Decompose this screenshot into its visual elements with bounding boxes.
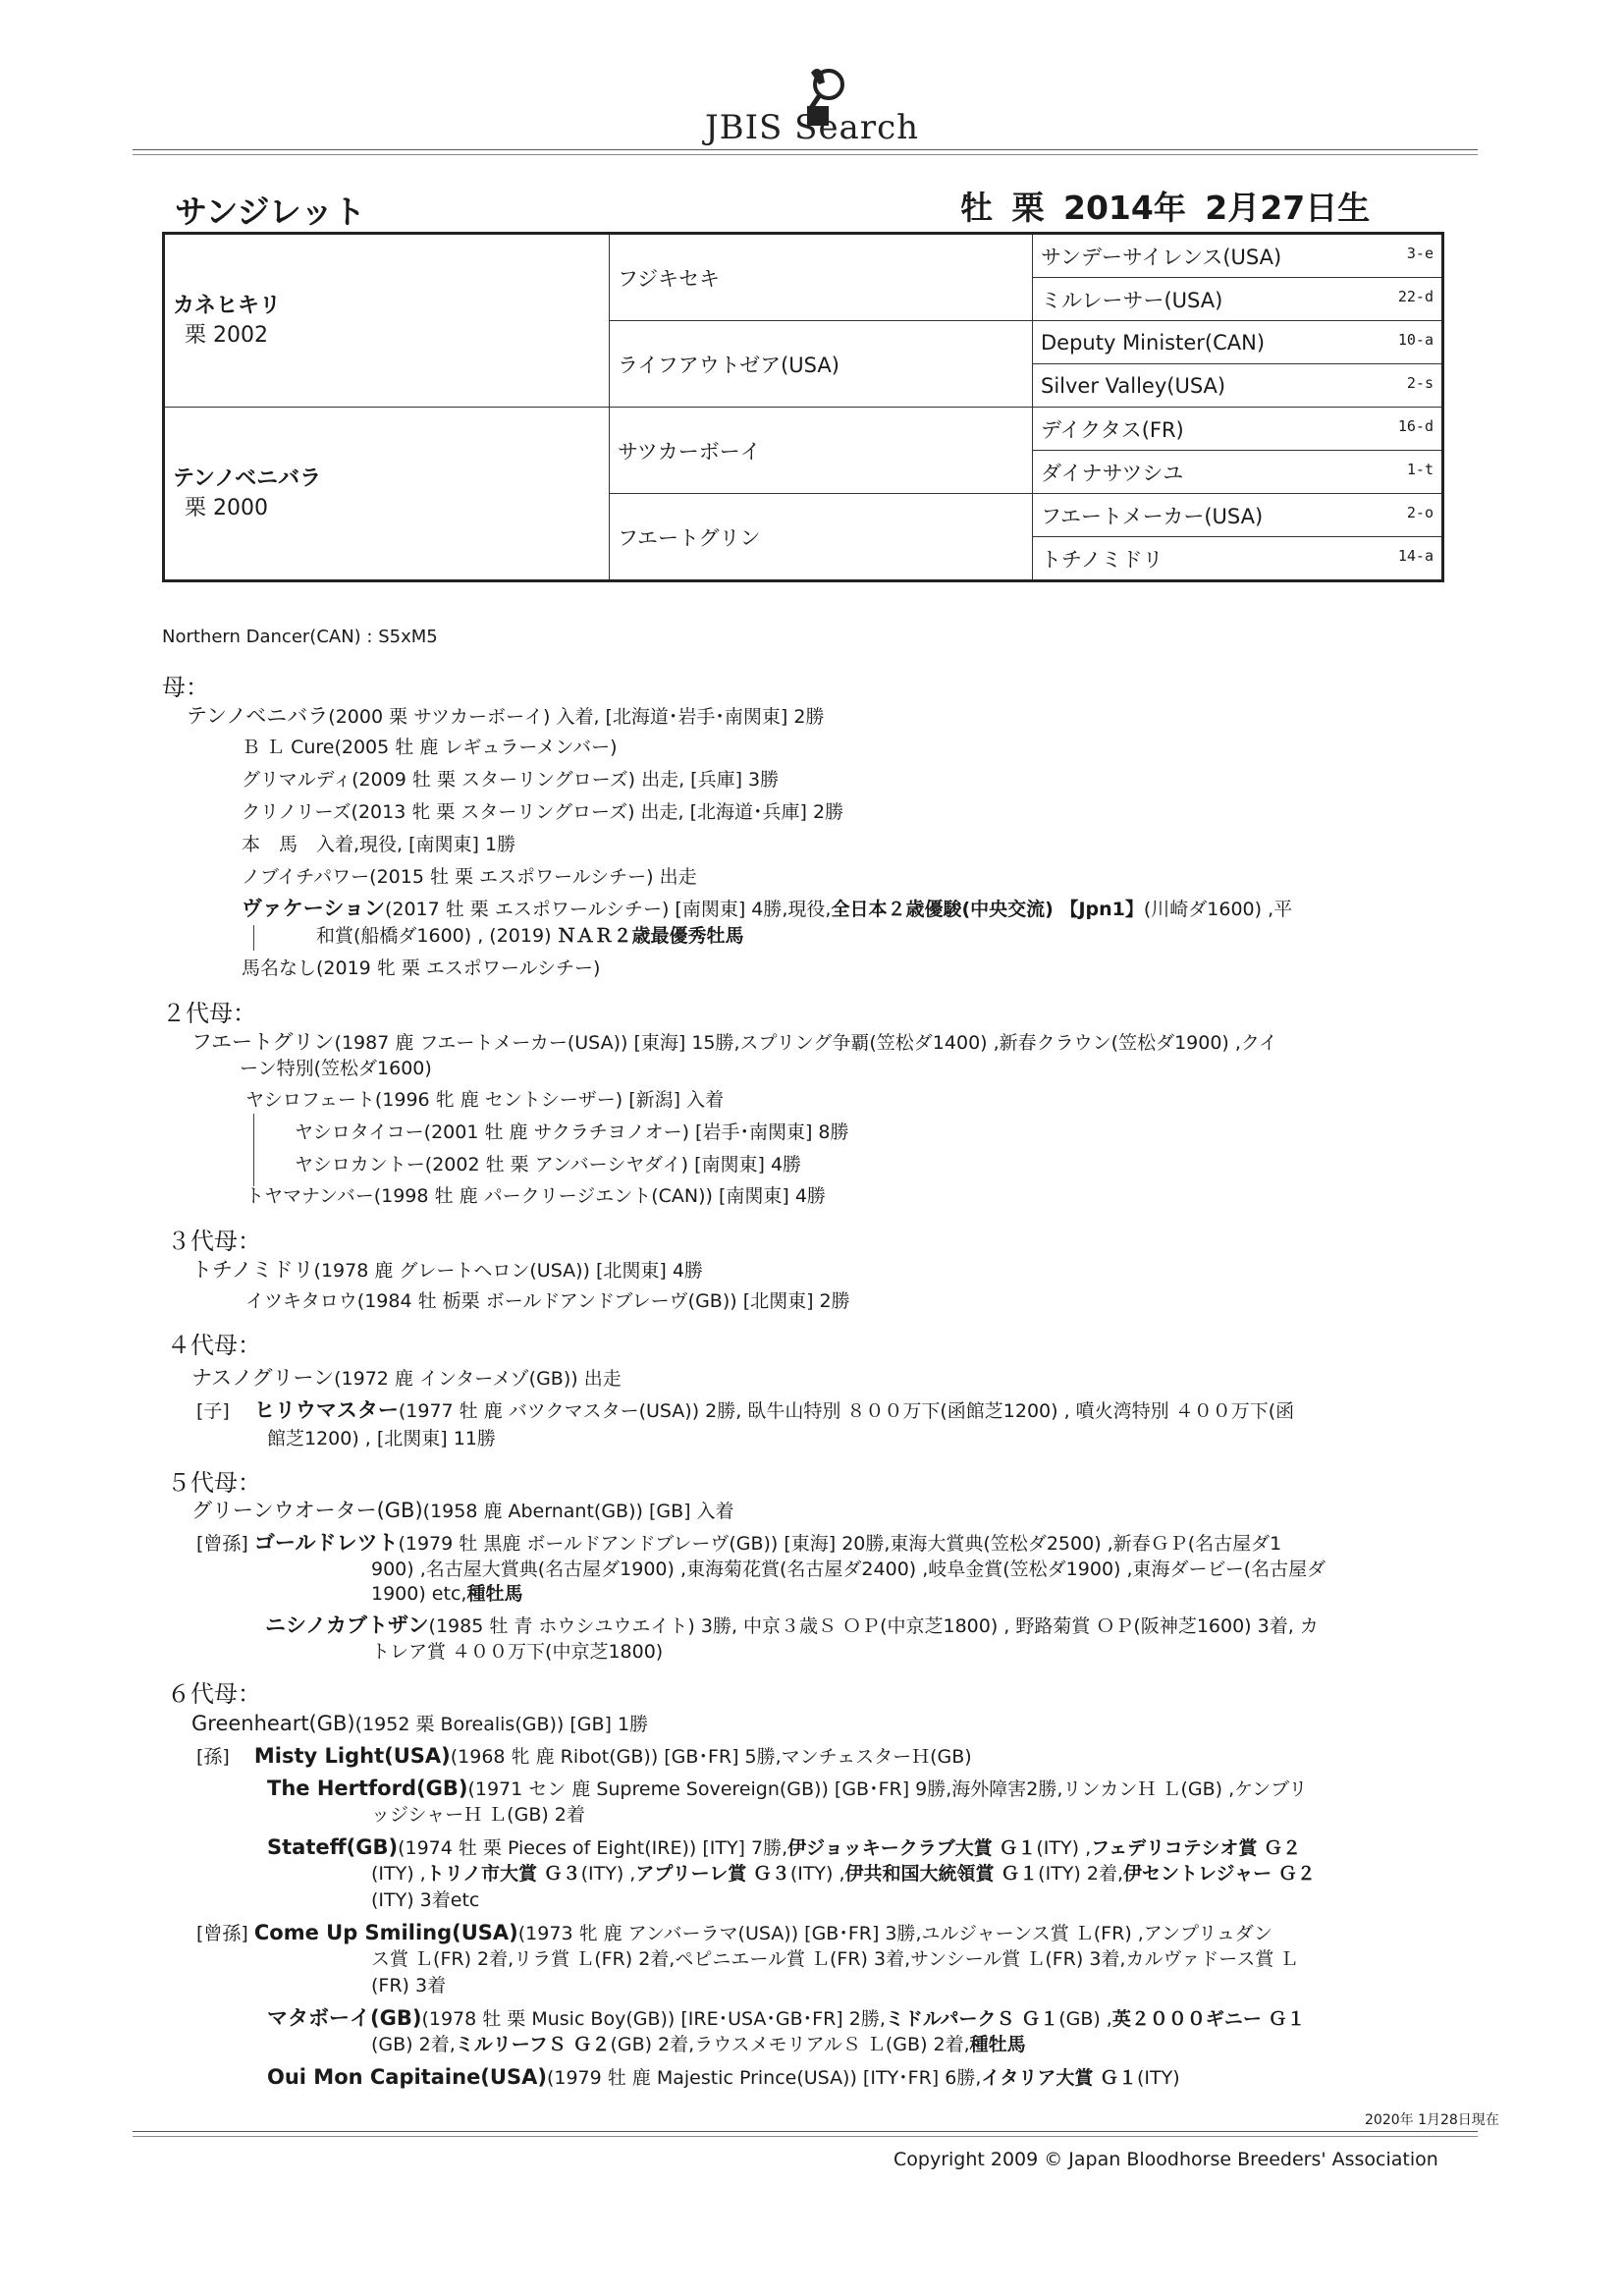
family-number: 3-e — [1406, 245, 1434, 262]
family-entry: トヤマナンバー(1998 牡 鹿 パークリージエント(CAN)) [南関東] 4勝 — [245, 1185, 826, 1207]
section-heading: ５代母： — [167, 1469, 261, 1497]
family-entry: Ｂ Ｌ Cure(2005 牡 鹿 レギュラーメンバー) — [242, 737, 618, 758]
family-entry: クリノリーズ(2013 牝 栗 スターリングローズ) 出走, [北海道･兵庫] 2勝 — [242, 801, 844, 823]
horse-info: 牡 栗 2014年 2月27日生 — [960, 189, 1371, 227]
section-heading: 母： — [162, 674, 209, 701]
pedigree-gen3-cell — [1033, 364, 1443, 408]
family-entry: ニシノカブトザン(1985 牡 青 ホウシユウエイト) 3勝, 中京３歳Ｓ ＯＰ(中京芝1800) , 野路菊賞 ＯＰ(阪神芝1600) 3着, カ — [265, 1613, 1319, 1637]
jbis-logo — [697, 59, 933, 147]
family-number: 2-s — [1406, 374, 1434, 392]
dam-name: テンノベニバラ — [173, 465, 322, 491]
sire-dam: ライフアウトゼア(USA) — [610, 321, 1033, 408]
sire-cell — [164, 234, 610, 408]
pedigree-gen3-cell — [1033, 494, 1443, 537]
family-entry: (ITY) ,トリノ市大賞 Ｇ３(ITY) ,アプリーレ賞 Ｇ３(ITY) ,伊共和国大統領賞 Ｇ１(ITY) 2着,伊セントレジャー Ｇ２ — [371, 1863, 1316, 1885]
family-number: 2-o — [1406, 504, 1434, 521]
gen3-name: サンデーサイレンス(USA) — [1041, 245, 1282, 269]
section-heading: ２代母： — [162, 1000, 256, 1027]
pedigree-gen3-cell — [1033, 278, 1443, 321]
family-entry: ノブイチパワー(2015 牡 栗 エスポワールシチー) 出走 — [242, 866, 697, 888]
footer-rule — [133, 2131, 1478, 2132]
family-entry: [曾孫] ゴールドレツト(1979 牡 黒鹿 ボールドアンドブレーヴ(GB)) [東海] 20勝,東海大賞典(笠松ダ2500) ,新春ＧＰ(名古屋ダ1 — [196, 1531, 1282, 1555]
family-entry: ナスノグリーン(1972 鹿 インターメゾ(GB)) 出走 — [191, 1366, 622, 1390]
family-entry: 1900) etc,種牡馬 — [371, 1583, 523, 1605]
horse-name: サンジレット — [175, 192, 366, 231]
sire-detail: 栗 2002 — [185, 322, 268, 348]
family-number: 10-a — [1397, 331, 1434, 349]
gen3-name: ダイナサツシユ — [1041, 461, 1184, 485]
section-heading: ４代母： — [167, 1332, 261, 1359]
section-heading: ３代母： — [167, 1228, 261, 1255]
dam-dam: フエートグリン — [610, 494, 1033, 581]
family-number: 1-t — [1406, 461, 1434, 478]
family-number: 16-d — [1397, 417, 1434, 435]
gen3-name: トチノミドリ — [1041, 547, 1164, 572]
dam-cell — [164, 408, 610, 581]
family-entry: 900) ,名古屋大賞典(名古屋ダ1900) ,東海菊花賞(名古屋ダ2400) ,岐阜金賞(笠松ダ1900) ,東海ダービー(名古屋ダ — [371, 1558, 1326, 1580]
family-entry: マタボーイ(GB)(1978 牡 栗 Music Boy(GB)) [IRE･USA･GB･FR] 2勝,ミドルパークＳ Ｇ１(GB) ,英２０００ギニー Ｇ１ — [267, 2006, 1306, 2030]
inbreeding-note: Northern Dancer(CAN) : S5xM5 — [162, 627, 438, 647]
family-entry: ッジシャーＨ Ｌ(GB) 2着 — [371, 1804, 585, 1826]
pedigree-gen3-cell — [1033, 408, 1443, 451]
copyright: Copyright 2009 © Japan Bloodhorse Breeders' Association — [893, 2149, 1438, 2170]
sire-sire: フジキセキ — [610, 234, 1033, 321]
family-entry: ヤシロタイコー(2001 牡 鹿 サクラチヨノオー) [岩手･南関東] 8勝 — [295, 1121, 849, 1143]
family-entry: フエートグリン(1987 鹿 フエートメーカー(USA)) [東海] 15勝,スプリング争覇(笠松ダ1400) ,新春クラウン(笠松ダ1900) ,クイ — [191, 1030, 1277, 1054]
pedigree-gen3-cell — [1033, 321, 1443, 364]
pedigree-gen3-cell — [1033, 234, 1443, 278]
pedigree-gen3-cell — [1033, 537, 1443, 581]
family-entry: 馬名なし(2019 牝 栗 エスポワールシチー) — [242, 957, 601, 979]
family-number: 14-a — [1397, 547, 1434, 565]
family-entry: Oui Mon Capitaine(USA)(1979 牡 鹿 Majestic Prince(USA)) [ITY･FR] 6勝,イタリア大賞 Ｇ１(ITY) — [267, 2065, 1180, 2089]
family-entry: [子] ヒリウマスター(1977 牡 鹿 バツクマスター(USA)) 2勝, 臥牛山特別 ８００万下(函館芝1200) , 噴火湾特別 ４００万下(函 — [196, 1398, 1295, 1422]
family-entry: グリマルディ(2009 牡 栗 スターリングローズ) 出走, [兵庫] 3勝 — [242, 769, 780, 791]
sire-name: カネヒキリ — [173, 293, 282, 318]
gen3-name: フエートメーカー(USA) — [1041, 504, 1264, 528]
family-entry: Greenheart(GB)(1952 栗 Borealis(GB)) [GB] 1勝 — [191, 1712, 649, 1735]
family-entry: イツキタロウ(1984 牡 栃栗 ボールドアンドブレーヴ(GB)) [北関東] 2勝 — [245, 1290, 850, 1312]
header-rule — [133, 149, 1478, 150]
family-entry: トチノミドリ(1978 鹿 グレートヘロン(USA)) [北関東] 4勝 — [191, 1258, 703, 1282]
logo-text: JBIS Search — [705, 108, 920, 147]
family-entry: The Hertford(GB)(1971 セン 鹿 Supreme Sovereign(GB)) [GB･FR] 9勝,海外障害2勝,リンカンＨ Ｌ(GB) ,ケンブリ — [267, 1777, 1308, 1800]
connector-line — [253, 1114, 254, 1186]
family-entry: Stateff(GB)(1974 牡 栗 Pieces of Eight(IRE)) [ITY] 7勝,伊ジョッキークラブ大賞 Ｇ１(ITY) ,フェデリコテシオ賞 Ｇ２ — [267, 1835, 1302, 1859]
pedigree-gen3-cell — [1033, 451, 1443, 494]
family-entry: ヤシロフェート(1996 牝 鹿 セントシーザー) [新潟] 入着 — [245, 1089, 725, 1111]
family-entry: ヤシロカントー(2002 牡 栗 アンバーシヤダイ) [南関東] 4勝 — [295, 1154, 802, 1175]
family-entry: ス賞 Ｌ(FR) 2着,リラ賞 Ｌ(FR) 2着,ペピニエール賞 Ｌ(FR) 3着,サンシール賞 Ｌ(FR) 3着,カルヴァドース賞 Ｌ — [371, 1948, 1299, 1970]
family-entry: (FR) 3着 — [371, 1975, 447, 1996]
family-entry: (GB) 2着,ミルリーフＳ Ｇ２(GB) 2着,ラウスメモリアルＳ Ｌ(GB) 2着,種牡馬 — [371, 2034, 1026, 2055]
gen3-name: ミルレーサー(USA) — [1041, 288, 1223, 312]
family-entry: ーン特別(笠松ダ1600) — [240, 1058, 432, 1079]
family-number: 22-d — [1397, 288, 1434, 305]
gen3-name: デイクタス(FR) — [1041, 417, 1184, 442]
gen3-name: Silver Valley(USA) — [1041, 373, 1226, 398]
family-entry: テンノベニバラ(2000 栗 サツカーボーイ) 入着, [北海道･岩手･南関東] 2勝 — [187, 704, 825, 728]
dam-sire: サツカーボーイ — [610, 408, 1033, 494]
family-entry: [曾孫] Come Up Smiling(USA)(1973 牝 鹿 アンバーラマ(USA)) [GB･FR] 3勝,ユルジャーンス賞 Ｌ(FR) ,アンプリュダン — [196, 1921, 1272, 1944]
family-entry: トレア賞 ４００万下(中京芝1800) — [371, 1641, 664, 1663]
family-entry: 館芝1200) , [北関東] 11勝 — [267, 1428, 496, 1449]
family-entry: 本 馬 入着,現役, [南関東] 1勝 — [242, 834, 516, 855]
connector-line — [253, 925, 254, 951]
family-entry: [孫] Misty Light(USA)(1968 牝 鹿 Ribot(GB)) [GB･FR] 5勝,マンチェスターＨ(GB) — [196, 1744, 972, 1768]
family-entry: グリーンウオーター(GB)(1958 鹿 Abernant(GB)) [GB] 入着 — [191, 1499, 734, 1522]
date-stamp: 2020年 1月28日現在 — [1365, 2112, 1499, 2128]
section-heading: ６代母： — [167, 1680, 261, 1708]
dam-detail: 栗 2000 — [185, 495, 268, 520]
family-entry: 和賞(船橋ダ1600) , (2019) ＮＡＲ２歳最優秀牡馬 — [316, 925, 744, 947]
gen3-name: Deputy Minister(CAN) — [1041, 330, 1266, 355]
family-entry: (ITY) 3着etc — [371, 1889, 480, 1911]
pedigree-table — [162, 232, 1444, 582]
family-entry: ヴァケーション(2017 牡 栗 エスポワールシチー) [南関東] 4勝,現役,全日本２歳優駿(中央交流) 【Jpn1】(川崎ダ1600) ,平 — [242, 897, 1293, 920]
